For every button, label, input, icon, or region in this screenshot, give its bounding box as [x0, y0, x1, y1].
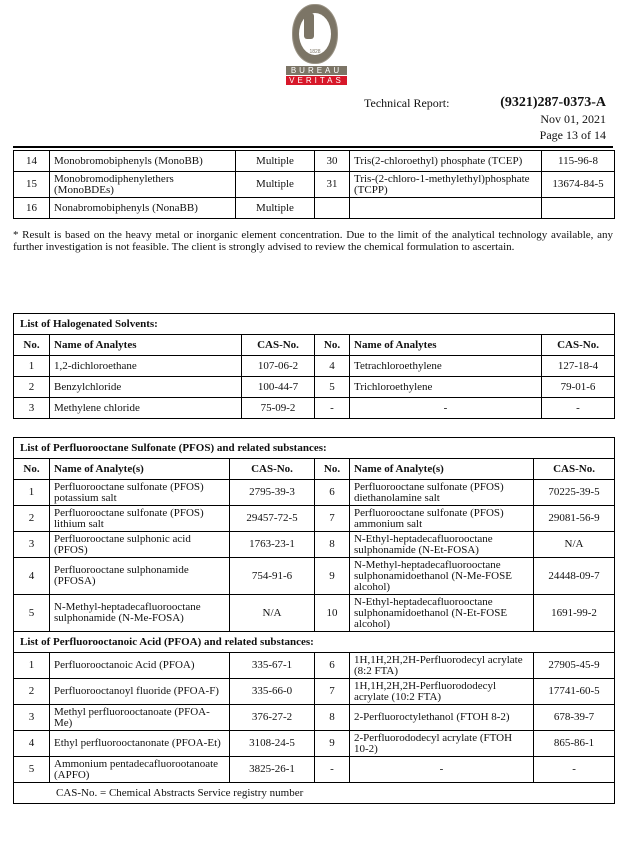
analyte-name: N-Ethyl-heptadecafluorooctane sulphonamidoethanol (N-Et-FOSE alcohol) [350, 595, 534, 632]
row-no: 6 [315, 653, 350, 679]
header-divider [13, 146, 613, 148]
analyte-name: Perfluorooctane sulphonamide (PFOSA) [50, 558, 230, 595]
row-no: 8 [315, 532, 350, 558]
row-no [315, 198, 350, 219]
row-no: 3 [14, 705, 50, 731]
analyte-name: Perfluorooctane sulfonate (PFOS) diethanolamine salt [350, 480, 534, 506]
table-row [14, 558, 615, 595]
analyte-name: 1,2-dichloroethane [50, 356, 242, 377]
analyte-name: Nonabromobiphenyls (NonaBB) [50, 198, 236, 219]
cas-no: - [534, 757, 615, 783]
analyte-name: Tris-(2-chloro-1-methylethyl)phosphate (TCPP) [350, 172, 542, 198]
cas-no: 29457-72-5 [230, 506, 315, 532]
cas-no: 335-66-0 [230, 679, 315, 705]
analyte-name: Perfluorooctanoyl fluoride (PFOA-F) [50, 679, 230, 705]
cas-no: 29081-56-9 [534, 506, 615, 532]
row-no: 10 [315, 595, 350, 632]
analyte-name: N-Ethyl-heptadecafluorooctane sulphonamide (N-Et-FOSA) [350, 532, 534, 558]
page-number: Page 13 of 14 [539, 128, 606, 142]
header-row [14, 335, 615, 356]
column-header: CAS-No. [242, 335, 315, 356]
table-row [14, 506, 615, 532]
row-no: 1 [14, 653, 50, 679]
cas-footnote: CAS-No. = Chemical Abstracts Service registry number [14, 783, 615, 804]
section-title-row [14, 632, 615, 653]
row-no: 7 [315, 679, 350, 705]
table-row [14, 679, 615, 705]
analyte-name: 1H,1H,2H,2H-Perfluorodecyl acrylate (8:2 FTA) [350, 653, 534, 679]
cas-no: Multiple [236, 198, 315, 219]
row-no: 6 [315, 480, 350, 506]
row-no: 8 [315, 705, 350, 731]
analyte-name: N-Methyl-heptadecafluorooctane sulphonamide (N-Me-FOSA) [50, 595, 230, 632]
logo-text-veritas: VERITAS [286, 76, 347, 85]
logo-emblem-icon [292, 4, 338, 64]
analyte-name: 1H,1H,2H,2H-Perfluorododecyl acrylate (10:2 FTA) [350, 679, 534, 705]
row-no: - [315, 398, 350, 419]
cas-no: 3108-24-5 [230, 731, 315, 757]
analyte-name: Tetrachloroethylene [350, 356, 542, 377]
analyte-name [350, 198, 542, 219]
result-note: * Result is based on the heavy metal or inorganic element concentration. Due to the limit of the analytical technology available, any further investigation is not feasible. The client is strongly advised to review the chemical formulation to ascertain. [13, 229, 613, 253]
logo-text-bureau: BUREAU [286, 66, 347, 75]
analyte-name: Benzylchloride [50, 377, 242, 398]
row-no: 31 [315, 172, 350, 198]
analyte-name: Methyl perfluorooctanoate (PFOA-Me) [50, 705, 230, 731]
column-header: No. [14, 335, 50, 356]
bureau-veritas-logo [281, 4, 347, 84]
cas-no: 75-09-2 [242, 398, 315, 419]
analyte-name: N-Methyl-heptadecafluorooctane sulphonamidoethanol (N-Me-FOSE alcohol) [350, 558, 534, 595]
cas-no: N/A [534, 532, 615, 558]
table-row [14, 377, 615, 398]
row-no: 30 [315, 151, 350, 172]
cas-no [542, 198, 615, 219]
column-header: Name of Analyte(s) [350, 459, 534, 480]
row-no: 15 [14, 172, 50, 198]
row-no: 14 [14, 151, 50, 172]
analyte-name: Perfluorooctane sulfonate (PFOS) ammonium salt [350, 506, 534, 532]
halogenated-solvents-table [13, 313, 615, 419]
column-header: Name of Analytes [350, 335, 542, 356]
cas-no: 1763-23-1 [230, 532, 315, 558]
row-no: 1 [14, 480, 50, 506]
row-no: 2 [14, 679, 50, 705]
column-header: No. [14, 459, 50, 480]
cas-no: 24448-09-7 [534, 558, 615, 595]
row-no: 3 [14, 532, 50, 558]
column-header: CAS-No. [542, 335, 615, 356]
table-row [14, 356, 615, 377]
row-no: - [315, 757, 350, 783]
cas-no: 70225-39-5 [534, 480, 615, 506]
cas-no: Multiple [236, 172, 315, 198]
analyte-name: Trichloroethylene [350, 377, 542, 398]
cas-no: 678-39-7 [534, 705, 615, 731]
row-no: 3 [14, 398, 50, 419]
table-row [14, 398, 615, 419]
pfos-pfoa-table [13, 437, 615, 804]
analyte-name: 2-Perfluorododecyl acrylate (FTOH 10-2) [350, 731, 534, 757]
section-title-row [14, 314, 615, 335]
cas-no: 3825-26-1 [230, 757, 315, 783]
cas-no: 335-67-1 [230, 653, 315, 679]
cas-no: 79-01-6 [542, 377, 615, 398]
analyte-name: - [350, 757, 534, 783]
row-no: 9 [315, 558, 350, 595]
cas-no: - [542, 398, 615, 419]
cas-no: 17741-60-5 [534, 679, 615, 705]
table-row [14, 172, 615, 198]
section-title-pfos: List of Perfluorooctane Sulfonate (PFOS) and related substances: [14, 438, 615, 459]
row-no: 7 [315, 506, 350, 532]
table-row [14, 731, 615, 757]
column-header: No. [315, 335, 350, 356]
table-row [14, 595, 615, 632]
column-header: Name of Analytes [50, 335, 242, 356]
row-no: 16 [14, 198, 50, 219]
analyte-name: Perfluorooctane sulphonic acid (PFOS) [50, 532, 230, 558]
section-title: List of Halogenated Solvents: [14, 314, 615, 335]
cas-no: 754-91-6 [230, 558, 315, 595]
cas-no: 115-96-8 [542, 151, 615, 172]
cas-no: 27905-45-9 [534, 653, 615, 679]
section-title-row [14, 438, 615, 459]
row-no: 2 [14, 506, 50, 532]
cas-no: 2795-39-3 [230, 480, 315, 506]
analyte-name: Methylene chloride [50, 398, 242, 419]
table-row [14, 653, 615, 679]
table-row [14, 151, 615, 172]
analyte-name: Tris(2-chloroethyl) phosphate (TCEP) [350, 151, 542, 172]
analyte-name: 2-Perfluoroctylethanol (FTOH 8-2) [350, 705, 534, 731]
logo-year: 1828 [309, 49, 321, 55]
row-no: 5 [14, 595, 50, 632]
analyte-name: Ammonium pentadecafluorootanoate (APFO) [50, 757, 230, 783]
row-no: 4 [14, 731, 50, 757]
row-no: 4 [315, 356, 350, 377]
column-header: CAS-No. [534, 459, 615, 480]
analyte-name: Perfluorooctane sulfonate (PFOS) lithium salt [50, 506, 230, 532]
analyte-name: Monobromodiphenylethers (MonoBDEs) [50, 172, 236, 198]
table-row [14, 198, 615, 219]
analyte-name: Perfluorooctane sulfonate (PFOS) potassium salt [50, 480, 230, 506]
table-row [14, 480, 615, 506]
analyte-name: Monobromobiphenyls (MonoBB) [50, 151, 236, 172]
analyte-name: Perfluorooctanoic Acid (PFOA) [50, 653, 230, 679]
cas-no: N/A [230, 595, 315, 632]
row-no: 2 [14, 377, 50, 398]
cas-no: Multiple [236, 151, 315, 172]
column-header: CAS-No. [230, 459, 315, 480]
report-number: (9321)287-0373-A [500, 95, 606, 110]
footnote-row [14, 783, 615, 804]
row-no: 1 [14, 356, 50, 377]
cas-no: 13674-84-5 [542, 172, 615, 198]
cas-no: 107-06-2 [242, 356, 315, 377]
report-label: Technical Report: [364, 96, 450, 110]
flame-retardant-table-continued [13, 150, 615, 219]
cas-no: 1691-99-2 [534, 595, 615, 632]
row-no: 9 [315, 731, 350, 757]
column-header: No. [315, 459, 350, 480]
row-no: 4 [14, 558, 50, 595]
column-header: Name of Analyte(s) [50, 459, 230, 480]
cas-no: 127-18-4 [542, 356, 615, 377]
cas-no: 376-27-2 [230, 705, 315, 731]
row-no: 5 [315, 377, 350, 398]
analyte-name: - [350, 398, 542, 419]
report-date: Nov 01, 2021 [540, 112, 606, 126]
table-row [14, 705, 615, 731]
table-row [14, 757, 615, 783]
analyte-name: Ethyl perfluorooctanonate (PFOA-Et) [50, 731, 230, 757]
cas-no: 865-86-1 [534, 731, 615, 757]
header-row [14, 459, 615, 480]
row-no: 5 [14, 757, 50, 783]
table-row [14, 532, 615, 558]
section-title-pfoa: List of Perfluorooctanoic Acid (PFOA) and related substances: [14, 632, 615, 653]
cas-no: 100-44-7 [242, 377, 315, 398]
